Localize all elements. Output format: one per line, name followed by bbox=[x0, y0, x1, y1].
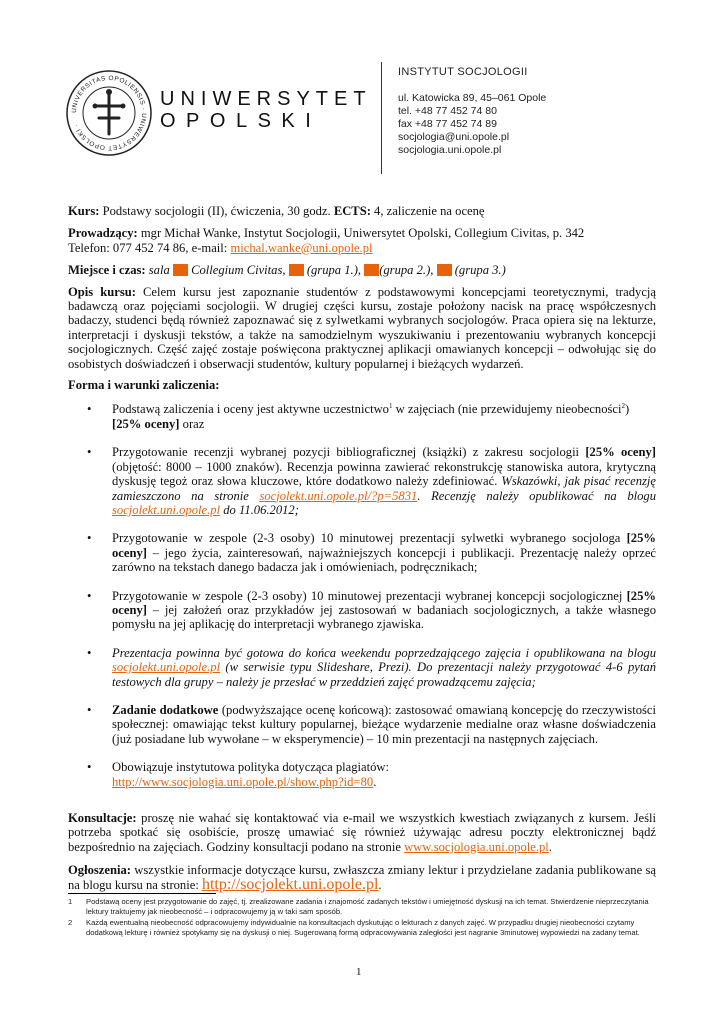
list-item bbox=[68, 703, 656, 746]
institute-contact-block bbox=[398, 66, 546, 157]
teacher-email-link[interactable]: michal.wanke@uni.opole.pl bbox=[230, 240, 373, 255]
bullet2-italic-2: . Recenzję należy opublikować na blogu bbox=[417, 488, 657, 503]
redacted-highlight bbox=[437, 264, 452, 276]
institute-fax: fax +48 77 452 74 89 bbox=[398, 118, 497, 130]
teacher-phone: Telefon: 077 452 74 86, e-mail: bbox=[68, 240, 231, 255]
bullet3-text-b: – jego życia, zainteresowań, najważniejszych koncepcji i publikacji. Prezentację należy oprzeć zarówno na tekstach danego badacza jak i omówieniach, podręcznikach; bbox=[112, 545, 656, 575]
redacted-highlight bbox=[289, 264, 304, 276]
notices-paragraph bbox=[68, 863, 656, 892]
place-sala: sala bbox=[145, 263, 173, 278]
bullet-icon: • bbox=[87, 760, 92, 775]
teacher-value: mgr Michał Wanke, Instytut Socjologii, Uniwersytet Opolski, Collegium Civitas, p. 342 bbox=[137, 226, 585, 241]
bullet6-title: Zadanie dodatkowe bbox=[112, 702, 219, 717]
notices-end: . bbox=[378, 877, 382, 892]
review-guide-link[interactable]: socjolekt.uni.opole.pl/?p=5831 bbox=[259, 488, 418, 503]
place-building: Collegium Civitas, bbox=[187, 263, 289, 278]
footnote-number: 2 bbox=[68, 917, 73, 927]
logo-line-1: UNIWERSYTET bbox=[160, 88, 372, 110]
footnote-text: Podstawą oceny jest przygotowanie do zajęć, tj. zrealizowane zadania i znajomość zadanych tekstów i umiejętność dyskusji na ich temat. Stwierdzenie nieprzeczytania lektury traktujemy jak nieobecność – i odpracowujemy ją w taki sam sposób. bbox=[86, 897, 649, 917]
consultation-paragraph bbox=[68, 811, 656, 854]
forms-heading bbox=[68, 378, 656, 392]
footnote bbox=[68, 918, 658, 939]
bullet2-weight: [25% oceny] bbox=[585, 445, 656, 460]
institute-website[interactable]: socjologia.uni.opole.pl bbox=[398, 144, 502, 156]
bullet-icon: • bbox=[87, 445, 92, 460]
footnote-ref-2[interactable]: 2 bbox=[621, 402, 625, 411]
bullet4-text-b: – jej założeń oraz przykładów jej zastosowań w badaniach socjologicznych, a także własnego pomysłu na jej aplikację do interpretacji wybranego zjawiska. bbox=[112, 602, 656, 632]
description-text: Celem kursu jest zapoznanie studentów z podstawowymi koncepcjami teoretycznymi, tradycją badawczą oraz pojęciami socjologii. W drugiej części kursu, zostaje położony nacisk na pracę współczesnych badaczy, studenci będą również zapoznawać się z sylwetkami wybranych socjologów. Praca opiera się na lekturze, interpretacji i dyskusji tekstów, a także na samodzielnym wyszukiwaniu i prezentowaniu wybranych koncepcji socjologicznych. Część zajęć zostaje poświęcona praktycznej aplikacji omawianych koncepcji – odwołując się do osobistych doświadczeń i obserwacji studentów, kultury popularnej i bieżących wydarzeń. bbox=[68, 284, 656, 371]
place-group3: (grupa 3.) bbox=[451, 263, 506, 278]
bullet1-weight: [25% oceny] bbox=[112, 416, 180, 431]
place-label: Miejsce i czas: bbox=[68, 263, 146, 278]
institute-site-link[interactable]: www.socjologia.uni.opole.pl bbox=[404, 839, 549, 854]
bullet5-text-a: Prezentacja powinna być gotowa do końca weekendu poprzedzającego zajęcia i opublikowana na blogu bbox=[112, 645, 656, 660]
bullet-icon: • bbox=[87, 531, 92, 546]
bullet3-weight: [25% oceny] bbox=[112, 531, 656, 560]
list-item bbox=[68, 445, 656, 517]
bullet3-text-a: Przygotowanie w zespole (2-3 osoby) 10 minutowej prezentacji sylwetki wybranego socjologa bbox=[112, 531, 627, 546]
ects-value: 4, zaliczenie na ocenę bbox=[370, 204, 485, 218]
bullet2-italic-1: Wskazówki, jak pisać recenzję zamieszczono na stronie bbox=[112, 474, 656, 503]
list-item bbox=[68, 589, 656, 632]
bullet5-text-b: (w serwisie typu Slideshare, Prezi). Do prezentacji należy przygotować 4-6 pytań testowych dla grupy – należy je przesłać w przeddzień zajęć prowadzącemu zajęcia; bbox=[112, 660, 656, 689]
bullet-icon: • bbox=[87, 402, 92, 417]
list-item bbox=[68, 402, 656, 431]
consultation-label: Konsultacje: bbox=[68, 811, 137, 825]
list-item bbox=[68, 531, 656, 574]
university-seal-icon bbox=[66, 70, 152, 156]
blog-link[interactable]: socjolekt.uni.opole.pl bbox=[112, 502, 221, 517]
footnote-number: 1 bbox=[68, 897, 73, 906]
syllabus-body bbox=[68, 204, 656, 892]
plagiarism-policy-link[interactable]: http://www.socjologia.uni.opole.pl/show.php?id=80 bbox=[112, 774, 374, 789]
consultation-text: proszę nie wahać się kontaktować via e-mail we wszystkich kwestiach związanych z kursem. Jeśli potrzeba spotkać się osobiście, proszę umawiać się również używając adresu poczty elektronicznej bądź bezpośrednio na zajęciach. Godziny konsultacji podano na stronie bbox=[68, 811, 656, 854]
bullet2-italic-3: do 11.06.2012; bbox=[220, 502, 299, 517]
blog-link[interactable]: socjolekt.uni.opole.pl bbox=[112, 660, 221, 675]
list-item bbox=[68, 646, 656, 689]
course-blog-link[interactable]: http://socjolekt.uni.opole.pl bbox=[201, 875, 379, 893]
description-label: Opis kursu: bbox=[68, 284, 136, 299]
footnote-text: Każdą ewentualną nieobecność odpracowujemy indywidualnie na konsultacjach dyskutując o lekturach z danych zajęć. W przypadku drugiej nieobecności czytamy dodatkową lekturę i również spotykamy się na dyskusji o niej. Sugerowaną formą odpracowywania zaległości jest nagranie 3minutowej wypowiedzi na zadany temat. bbox=[86, 917, 640, 938]
teacher-label: Prowadzący: bbox=[68, 226, 138, 241]
bullet2-text-a: Przygotowanie recenzji wybranej pozycji bibliograficznej (książki) z zakresu socjologii bbox=[112, 445, 586, 460]
university-logo-text bbox=[160, 88, 372, 132]
place-group2: (grupa 2.), bbox=[379, 263, 437, 278]
seal-text: UNIVERSITAS OPOLIENSIS · UNIWERSYTET OPOLSKI · bbox=[70, 74, 148, 152]
bullet4-text-a: Przygotowanie w zespole (2-3 osoby) 10 minutowej prezentacji wybranej koncepcji socjologicznej bbox=[112, 588, 627, 603]
footnote bbox=[68, 897, 658, 918]
bullet6-text: (podwyższające ocenę końcową): zastosować omawianą koncepcję do rzeczywistości społecznej: omawiając tekst kultury popularnej, bieżące wydarzenie medialne oraz własne doświadczenia (już posiadane lub wywołane – w eksperymencie) – 10 min prezentacji na następnych zajęciach. bbox=[112, 702, 656, 746]
bullet2-text-b: (objętość: 8000 – 1000 znaków). Recenzja powinna zawierać rekonstrukcję stanowiska autora, krytyczną dyskusję tegoż oraz słowa kluczowe, które dodatkowo należy zdefiniować. bbox=[112, 459, 656, 489]
consultation-end: . bbox=[548, 839, 552, 854]
footnote-ref-1[interactable]: 1 bbox=[388, 402, 393, 411]
institute-address: ul. Katowicka 89, 45–061 Opole bbox=[398, 92, 547, 104]
footnotes bbox=[68, 897, 658, 939]
bullet1-text-d: oraz bbox=[179, 416, 205, 431]
course-value: Podstawy socjologii (II), ćwiczenia, 30 godz. bbox=[99, 204, 334, 218]
course-line bbox=[68, 204, 656, 218]
redacted-highlight bbox=[364, 264, 379, 276]
notices-text: wszystkie informacje dotyczące kursu, zwłaszcza zmiany lektur i przydzielane zadania publikowane są na blogu kursu na stronie: bbox=[68, 863, 656, 892]
bullet-icon: • bbox=[87, 645, 92, 660]
bullet1-text-c: ) bbox=[625, 402, 630, 417]
description-paragraph bbox=[68, 285, 656, 371]
bullet1-text-a: Podstawą zaliczenia i oceny jest aktywne uczestnictwo bbox=[112, 402, 389, 417]
requirements-list bbox=[68, 402, 656, 789]
page-number: 1 bbox=[356, 966, 362, 978]
institute-tel: tel. +48 77 452 74 80 bbox=[398, 105, 497, 117]
bullet4-weight: [25% oceny] bbox=[112, 588, 656, 617]
place-line bbox=[68, 263, 656, 277]
teacher-line bbox=[68, 226, 656, 255]
bullet7-end: . bbox=[373, 774, 377, 789]
bullet7-text: Obowiązuje instytutowa polityka dotycząca plagiatów: bbox=[112, 760, 389, 775]
list-item bbox=[68, 760, 656, 789]
ects-label: ECTS: bbox=[333, 204, 371, 218]
notices-label: Ogłoszenia: bbox=[68, 863, 131, 878]
forms-heading-text: Forma i warunki zaliczenia: bbox=[68, 378, 220, 393]
institute-name: INSTYTUT SOCJOLOGII bbox=[398, 66, 528, 78]
bullet-icon: • bbox=[87, 702, 92, 717]
place-group1: (grupa 1.), bbox=[303, 263, 365, 278]
institute-email[interactable]: socjologia@uni.opole.pl bbox=[398, 131, 510, 143]
footnote-separator bbox=[68, 893, 216, 894]
logo-line-2: OPOLSKI bbox=[160, 110, 322, 132]
bullet-icon: • bbox=[87, 588, 92, 603]
redacted-highlight bbox=[173, 264, 188, 276]
course-label: Kurs: bbox=[68, 204, 100, 218]
header-divider bbox=[381, 62, 382, 174]
bullet1-text-b: w zajęciach (nie przewidujemy nieobecności bbox=[392, 402, 622, 417]
